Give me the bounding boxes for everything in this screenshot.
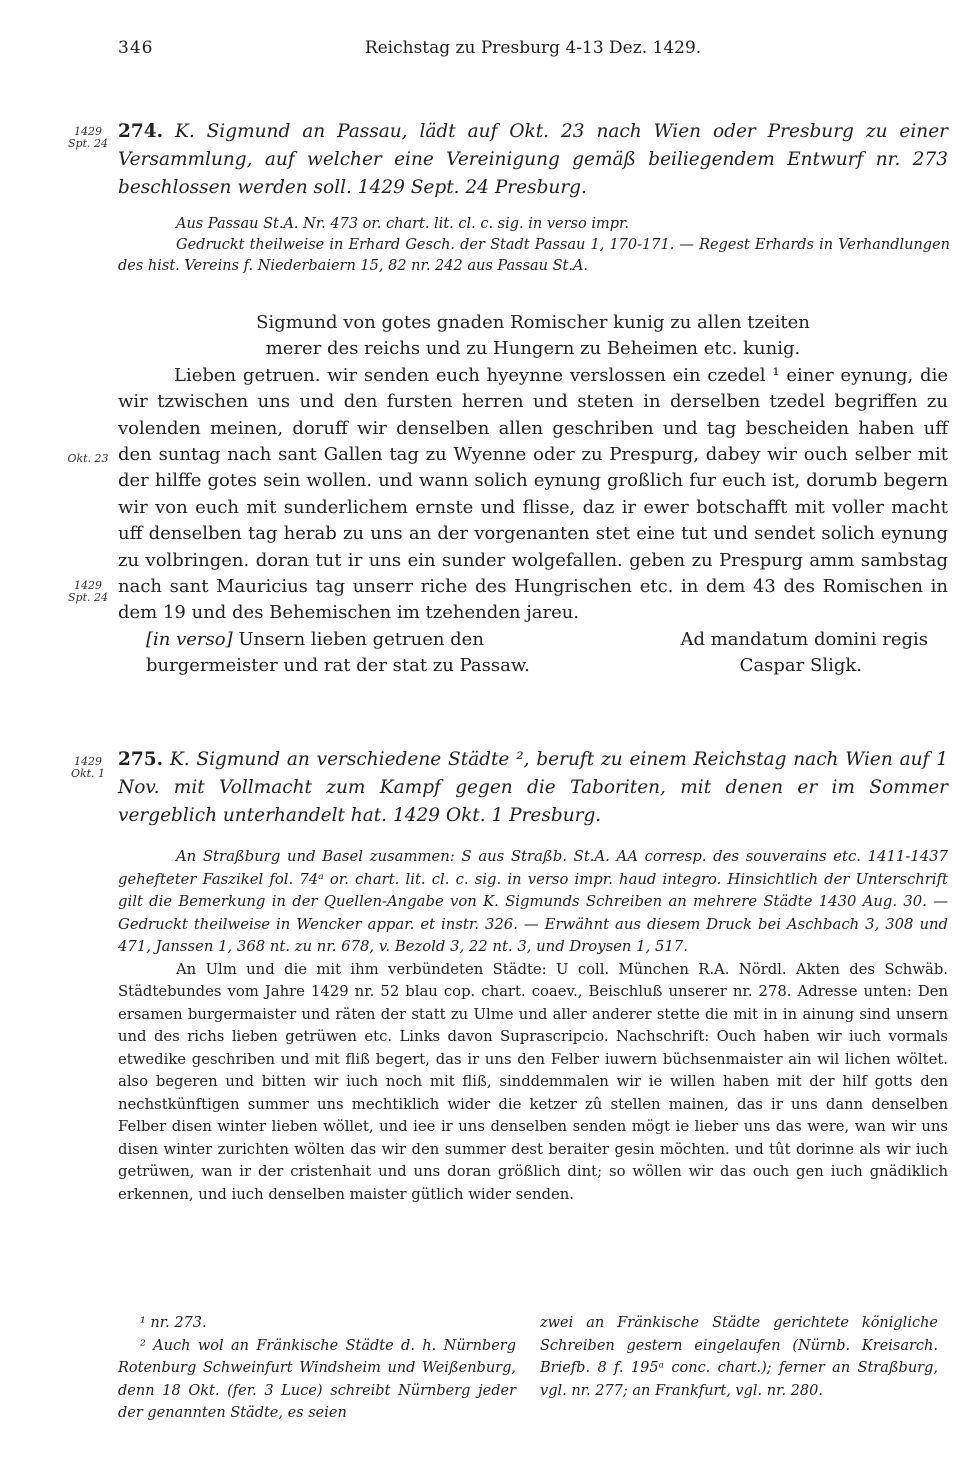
footnote-column-right (540, 1312, 938, 1402)
footnote-column-left (118, 1312, 516, 1425)
margin-date-274b: 1429 Spt. 24 (68, 579, 108, 604)
source-paragraph: An Straßburg und Basel zusammen: S aus Straßb. St.A. AA corresp. des souverains etc. 1411-1437 gehefteter Faszikel fol. 74ᵃ or. chart. lit. cl. c. sig. in verso impr. haud integro. Hinsichtlich der Unterschrift gilt die Bemerkung in der Quellen-Angabe von K. Sigmunds Schreiben an mehrere Städte 1430 Aug. 30. — Gedruckt theilweise in Wencker appar. et instr. 326. — Erwähnt aus diesem Druck bei Aschbach 3, 308 und 471, Janssen 1, 368 nt. zu nr. 678, v. Bezold 3, 22 nt. 3, und Droysen 1, 517. (118, 848, 948, 955)
doc-title: K. Sigmund an Passau, lädt auf Okt. 23 nach Wien oder Presburg zu einer Versammlung, auf welcher eine Vereinigung gemäß beiliegendem Entwurf nr. 273 beschlossen werden soll. 1429 Sept. 24 Presburg. (118, 121, 948, 198)
address-line: Unsern lieben getruen den (238, 628, 484, 650)
intitulatio: Sigmund von gotes gnaden Romischer kunig zu allen tzeiten (256, 312, 810, 333)
footnote-1: ¹ nr. 273. (140, 1315, 207, 1331)
footnote-2-continued: zwei an Fränkische Städte gerichtete königliche Schreiben gestern eingelaufen (Nürnb. Kreisarch. Briefb. 8 f. 195ᵃ conc. chart.); ferner an Straßburg, vgl. nr. 277; an Frankfurt, vgl. nr. 280. (540, 1315, 938, 1399)
source-line: Aus Passau St.A. Nr. 473 or. chart. lit. cl. c. sig. in verso impr. (176, 216, 629, 232)
margin-okt: Okt. 23 (67, 452, 109, 465)
running-title: Reichstag zu Presburg 4-13 Dez. 1429. (364, 38, 702, 58)
margin-date-275: 1429 Okt. 1 (70, 755, 106, 780)
doc-275-sources (118, 846, 948, 1206)
address-row (118, 653, 948, 679)
doc-275-heading (118, 746, 948, 830)
mandate-line: Ad mandatum domini regis (680, 628, 928, 650)
doc-274-text (118, 310, 948, 680)
doc-number: 274. (118, 121, 164, 142)
address-line: burgermeister und rat der stat zu Passaw. (146, 655, 530, 677)
doc-274-heading (118, 118, 948, 202)
address-row (118, 627, 948, 653)
signature-line: Caspar Sligk. (739, 655, 862, 677)
doc-274-sources (118, 214, 950, 277)
source-line: Gedruckt theilweise in Erhard Gesch. der Stadt Passau 1, 170-171. — Regest Erhards in Verhandlungen des hist. Vereins f. Niederbaiern 15, 82 nr. 242 aus Passau St.A. (118, 237, 950, 274)
doc-title: K. Sigmund an verschiedene Städte ², beruft zu einem Reichstag nach Wien auf 1 Nov. mit Vollmacht zum Kampf gegen die Taboriten, mit denen er im Sommer vergeblich unterhandelt hat. 1429 Okt. 1 Presburg. (118, 749, 948, 826)
doc-number: 275. (118, 749, 164, 770)
footnote-2: ² Auch wol an Fränkische Städte d. h. Nürnberg Rotenburg Schweinfurt Windsheim und Weißenburg, denn 18 Okt. (fer. 3 Luce) schreibt Nürnberg jeder der genannten Städte, es seien (118, 1337, 516, 1421)
source-paragraph: An Ulm und die mit ihm verbündeten Städte: U coll. München R.A. Nördl. Akten des Schwäb. Städtebundes vom Jahre 1429 nr. 52 blau cop. chart. coaev., Beischluß unserer nr. 278. Adresse unten: Den ersamen burgermaister und räten der statt zu Ulme und aller anderer stette die mit in in ainung sind unsern und des richs lieben getrüwen etc. Links davon Suprascripcio. Nachschrift: Ouch haben wir iuch vormals etwedike geschriben und mit fliß begert, das ir uns den Felber iuwern büchsenmaister ain wil lichen wöltet. also begeren und bitten wir iuch noch mit fliß, sinddemmalen wir ie willen haben mit der hilf gotts den nechstkünftigen summer uns mechtiklich wider die ketzer zû stellen mainen, das ir uns dann denselben Felber disen winter lieben wöllet, und iee ir uns denselben senden mögt ie lieber uns das were, wan wir uns disen winter zurichten wölten das wir den summer dest beraiter gesin möchten. und tût dorinne als wir iuch getrüwen, wan ir der cristenhait und uns doran größlich dint; so wöllen wir das ouch gen iuch gnädiklich erkennen, und iuch denselben maister gütlich wider senden. (118, 960, 948, 1203)
verso-label: [in verso] (146, 628, 233, 650)
intitulatio: merer des reichs und zu Hungern zu Beheimen etc. kunig. (265, 338, 801, 360)
page-number: 346 (118, 38, 154, 58)
margin-date-274: 1429 Spt. 24 (68, 125, 108, 150)
letter-text: Lieben getruen. wir senden euch hyeynne verslossen ein czedel ¹ einer eynung, die wir tzwischen uns und den fursten herren und steten in derselben tzedel begriffen zu volenden meinen, doruff wir denselben allen geschriben und tag bescheiden haben uff den suntag nach sant Gallen tag zu Wyenne oder zu Prespurg, dabey wir ouch selber mit der hilffe gotes sein wollen. und wann solich eynung großlich fur euch ist, dorumb begern wir von euch mit sunderlichem ernste und flisse, daz ir ewer botschafft mit voller macht uff denselben tag herab zu uns an der vorgenanten stet eine tut und sendet solich eynung zu volbringen. doran tut ir uns ein sunder wolgefallen. geben zu Prespurg amm sambstag nach sant Mauricius tag unserr riche des Hungrischen etc. in dem 43 des Romischen in dem 19 und des Behemischen im tzehenden jareu. (118, 364, 948, 624)
